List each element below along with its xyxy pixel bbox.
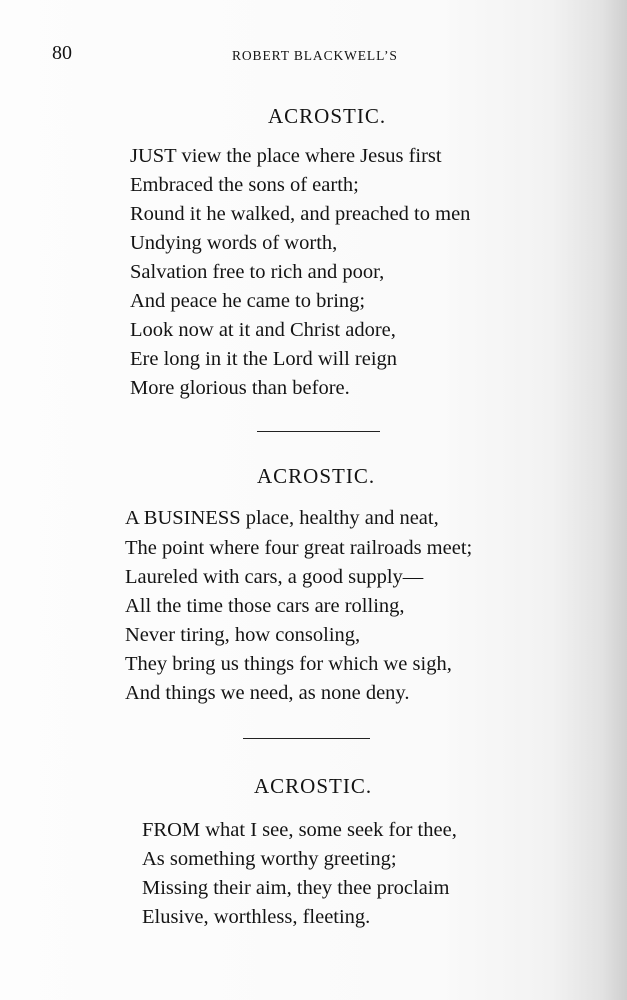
poem-line: Never tiring, how consoling, — [125, 624, 361, 646]
poem-line: JUST view the place where Jesus first — [130, 145, 442, 167]
running-head: ROBERT BLACKWELL’S — [232, 48, 398, 63]
poem-line: As something worthy greeting; — [142, 848, 397, 870]
poem-line: And peace he came to bring; — [130, 290, 366, 312]
poem-line: Ere long in it the Lord will reign — [130, 348, 398, 370]
poem-line: Embraced the sons of earth; — [130, 174, 359, 196]
poem-line: Salvation free to rich and poor, — [130, 261, 385, 283]
section-divider — [243, 738, 370, 739]
poem-line: Laureled with cars, a good supply— — [125, 566, 424, 588]
poem-line: Look now at it and Christ adore, — [130, 319, 396, 341]
section-divider — [257, 431, 380, 432]
poem-title: ACROSTIC. — [254, 774, 373, 798]
poem-title: ACROSTIC. — [257, 464, 376, 488]
poem-line: Elusive, worthless, fleeting. — [142, 906, 371, 928]
poem-line: Undying words of worth, — [130, 232, 338, 254]
page-number: 80 — [52, 42, 72, 64]
poem-line: FROM what I see, some seek for thee, — [142, 819, 457, 841]
poem-line: They bring us things for which we sigh, — [125, 653, 452, 675]
poem-line: More glorious than before. — [130, 377, 350, 399]
poem-line: All the time those cars are rolling, — [125, 595, 405, 617]
poem-line: A BUSINESS place, healthy and neat, — [125, 507, 439, 529]
poem-line: Round it he walked, and preached to men — [130, 203, 471, 225]
poem-line: The point where four great railroads meet; — [125, 537, 473, 559]
poem-line: And things we need, as none deny. — [125, 682, 410, 704]
poem-title: ACROSTIC. — [268, 104, 387, 128]
poem-line: Missing their aim, they thee proclaim — [142, 877, 450, 899]
